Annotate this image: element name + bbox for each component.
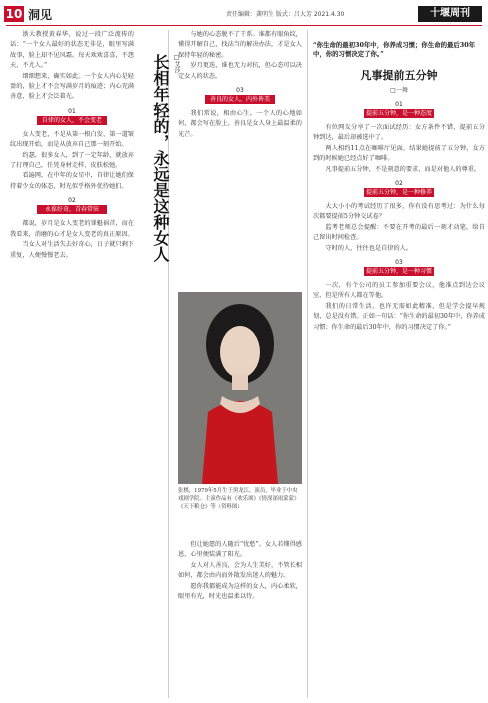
paragraph: 监考老师总会提醒：不要在开考的最后一刻才动笔，给自己留出时间检查。	[313, 223, 485, 242]
right-article-body	[313, 96, 485, 698]
article-author: □艾莎	[173, 54, 180, 73]
paragraph: 都说，岁月是女人变老的罪魁祸首，而在我看来，消磨的心才是女人变老的真正原因。	[10, 220, 134, 238]
header-rule	[6, 25, 482, 26]
newspaper-brand: 十堰周刊	[418, 6, 482, 22]
paragraph: 但让她愿的人随后“忧愁”。女人若懂得感恩，心里便装满了阳光。	[178, 541, 302, 559]
paragraph: 有位网友分享了一次面试经历：女方条件不错，提前五分钟到达，最后却被选中了。	[313, 124, 485, 142]
section-heading	[37, 108, 107, 125]
paragraph: 看遍网，在中年的女星中，自律让她们保持着少女的体态，时光似乎格外优待她们。	[10, 172, 134, 190]
left-article-col2-bottom	[178, 540, 302, 698]
section-heading	[364, 259, 434, 276]
section-number: 01	[395, 101, 403, 108]
paragraph: 大大小小的考试经历了很多，你有没有思考过：为什么每次都要提前5分钟交试卷？	[313, 203, 485, 221]
section-heading	[37, 197, 107, 214]
section-name: 洞见	[28, 8, 53, 22]
section-heading	[205, 87, 275, 104]
article-quote: “你生命的最初30年中，你养成习惯；你生命的最后30年中，你的习惯决定了你。”	[313, 41, 476, 58]
article-title: 凡事提前五分钟	[360, 69, 438, 82]
column-divider	[307, 30, 308, 698]
page-number: 10	[5, 7, 23, 21]
portrait-photo	[178, 292, 302, 484]
paragraph: 岁月更迭，谁也无力对抗，但心态可以决定女人的状态。	[178, 62, 302, 80]
photo-caption: 张棋，1979年5月生于黑龙江，演员，毕业于中央戏剧学院。主演作品有《欢乐颂》《情深深雨蒙蒙》《天下粮仓》等（资料图）	[178, 488, 300, 510]
paragraph: 我们的日常生活，也许无需如此精准，但是学会提早规划，总是没有错。正如一句话：“你生命的最初30年中，你养成习惯；你生命的最后30年中，你的习惯决定了你。”	[313, 302, 485, 331]
section-number: 03	[236, 87, 244, 95]
section-number: 03	[395, 259, 403, 267]
paragraph: 两人相约11点在咖啡厅见面，结果她提前了五分钟，女方到的时候她已经点好了咖啡。	[313, 144, 485, 163]
paragraph: 约瑟，很多女人，到了一定年龄，就放弃了打理自己，任凭身材走样、皮肤松弛。	[10, 151, 134, 170]
portrait-illustration	[178, 292, 302, 484]
section-heading	[364, 101, 434, 118]
paragraph: 浙大教授黄春华，说过一段广泛流传的话：“一个女人最好的状态无非是，眼里写满故事，脸上却不见风霜。每天欢欢喜喜，不怨天，不尤人。”	[10, 31, 134, 70]
section-label: 提前五分钟，是一种修养	[365, 189, 432, 197]
left-article-col2-top	[178, 30, 302, 288]
article-byline: □一舞	[390, 87, 408, 94]
section-number: 01	[68, 107, 76, 115]
page-header	[0, 0, 488, 24]
paragraph: 细细想来，确实如此。一个女人内心是轻盈的，脸上才不会写满岁月的痕迹；内心充满善意，脸上才会泛着光。	[10, 72, 134, 101]
paragraph: 当女人对生活失去好奇心，日子就只剩下重复，人便慢慢老去。	[10, 241, 134, 259]
section-number: 02	[395, 180, 403, 188]
paragraph: 女人对人善良，会为人生美好，不管长相如何，都会由内而外散发出迷人的魅力。	[178, 561, 302, 580]
left-article-col1	[10, 30, 134, 698]
paragraph: 凡事提前五分钟，不是刻意的要求，而是对他人的尊重。	[325, 165, 481, 173]
section-heading	[364, 180, 434, 197]
paragraph: 一次，有个公司的员工参加重要会议，他准点到达会议室，但是所有人都在等他。	[313, 282, 485, 300]
paragraph: 守时的人，往往也是自律的人。	[325, 244, 413, 252]
paragraph: 女人变老，不是从第一根白发、第一道皱纹出现开始，而是从放弃自己那一刻开始。	[10, 130, 134, 149]
section-label: 善良的女人，内外皆美	[205, 95, 275, 104]
section-label: 提前五分钟，是一种习惯	[365, 268, 432, 276]
paragraph: 我们常说，相由心生。一个人的心地如何，都会写在脸上。善良是女人身上最温柔的光芒。	[178, 110, 302, 138]
editor-meta: 责任编辑：龚明生 版式：吕大芳 2021.4.30	[226, 11, 345, 18]
section-label: 永葆好奇，青春常驻	[37, 205, 107, 214]
section-label: 提前五分钟，是一种态度	[365, 110, 432, 117]
article-title: 长相年轻的，永远是这种女人	[151, 54, 170, 262]
paragraph: 与她的心态脱不了干系。谁都有眼角纹，懂得开解自己，找法当的解决办法，才是女人保持年轻的秘密。	[178, 31, 302, 59]
section-label: 自律的女人，不会变老	[37, 116, 107, 125]
section-number: 02	[68, 197, 76, 205]
paragraph: 愿你我都能成为这样的女人，内心柔软，眼里有光，时光也温柔以待。	[178, 582, 302, 601]
